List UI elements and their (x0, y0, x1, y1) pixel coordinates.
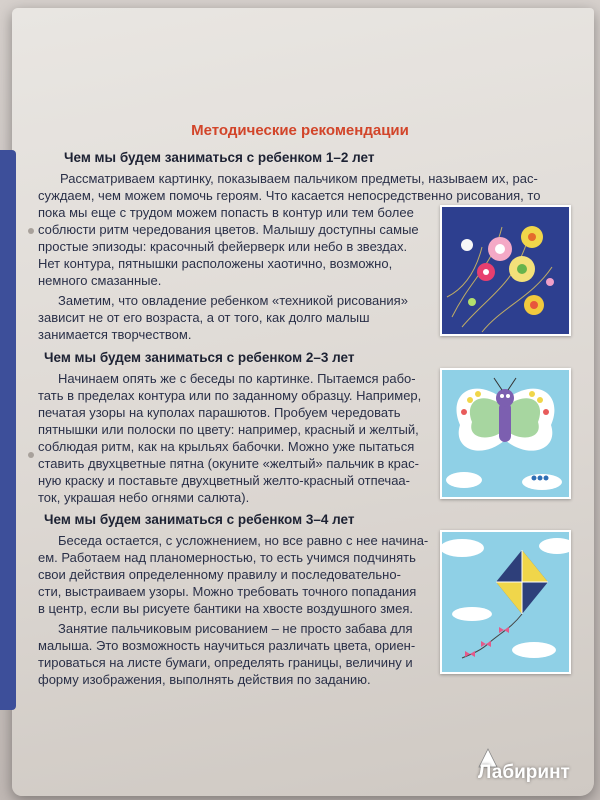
text-line: пятнышки или полоски по цвету: например, красный и желтый, (38, 422, 419, 437)
kite-drawing (442, 532, 569, 672)
text-line: ставить двухцветные пятна (окуните «желтый» пальчик в крас- (38, 456, 419, 471)
binding-hole (28, 228, 34, 234)
text-line: ную краску и поставьте двухцветный желто-красный отпечаа- (38, 473, 410, 488)
text-line: тироваться на листе бумаги, определять границы, величину и (38, 655, 413, 670)
text-line: соблюдая ритм, как на крыльях бабочки. Можно уже пытаться (38, 439, 415, 454)
butterfly-illustration (440, 368, 571, 499)
butterfly-drawing (442, 370, 569, 497)
binding-hole (28, 452, 34, 458)
text-line: в центр, если вы рисуете бантики на хвосте воздушного змея. (38, 601, 413, 616)
section-title-1-2: Чем мы будем заниматься с ребенком 1–2 лет (64, 150, 375, 165)
text-line: Рассматриваем картинку, показываем пальчиком предметы, называем их, рас- (60, 171, 538, 186)
text-line: суждаем, чем можем помочь героям. Что касается непосредственно рисования, то (38, 188, 541, 203)
text-line: свои действия определенному правилу и последовательно- (38, 567, 401, 582)
text-line: Нет контура, пятнышки расположены хаотично, возможно, (38, 256, 393, 271)
text-line: занимается творчеством. (38, 327, 192, 342)
text-line: немного смазанные. (38, 273, 162, 288)
labyrinth-watermark: Лабиринт (478, 762, 570, 783)
section-title-2-3: Чем мы будем заниматься с ребенком 2–3 лет (44, 350, 355, 365)
text-line: печатая узоры на куполах парашютов. Пробуем чередовать (38, 405, 401, 420)
text-line: ток, украшая небо огнями салюта). (38, 490, 250, 505)
text-line: Заметим, что овладение ребенком «техникой рисования» (58, 293, 408, 308)
text-line: ем. Работаем над планомерностью, то есть учимся подчинять (38, 550, 416, 565)
text-line: сти, выстраиваем узоры. Можно требовать точного попадания (38, 584, 417, 599)
page-heading: Методические рекомендации (191, 122, 409, 139)
text-line: Начинаем опять же с беседы по картинке. Пытаемся рабо- (58, 371, 416, 386)
text-line: тать в пределах контура или по заданному образцу. Например, (38, 388, 422, 403)
text-line: малыша. Это возможность научиться различать цвета, ориен- (38, 638, 416, 653)
cover-edge-strip (0, 150, 16, 710)
kite-illustration (440, 530, 571, 674)
fireworks-drawing (442, 207, 569, 334)
text-line: простые эпизоды: красочный фейерверк или небо в звездах. (38, 239, 408, 254)
text-line: пока мы еще с трудом можем попасть в контур или тем более (38, 205, 414, 220)
text-line: форму изображения, выполнять действия по заданию. (38, 672, 371, 687)
text-line: зависит не от его возраста, а от того, как долго малыш (38, 310, 370, 325)
text-line: соблюсти ритм чередования цветов. Малышу доступны самые (38, 222, 419, 237)
fireworks-illustration (440, 205, 571, 336)
text-line: Беседа остается, с усложнением, но все равно с нее начина- (58, 533, 429, 548)
section-title-3-4: Чем мы будем заниматься с ребенком 3–4 лет (44, 512, 355, 527)
text-line: Занятие пальчиковым рисованием – не просто забава для (58, 621, 413, 636)
